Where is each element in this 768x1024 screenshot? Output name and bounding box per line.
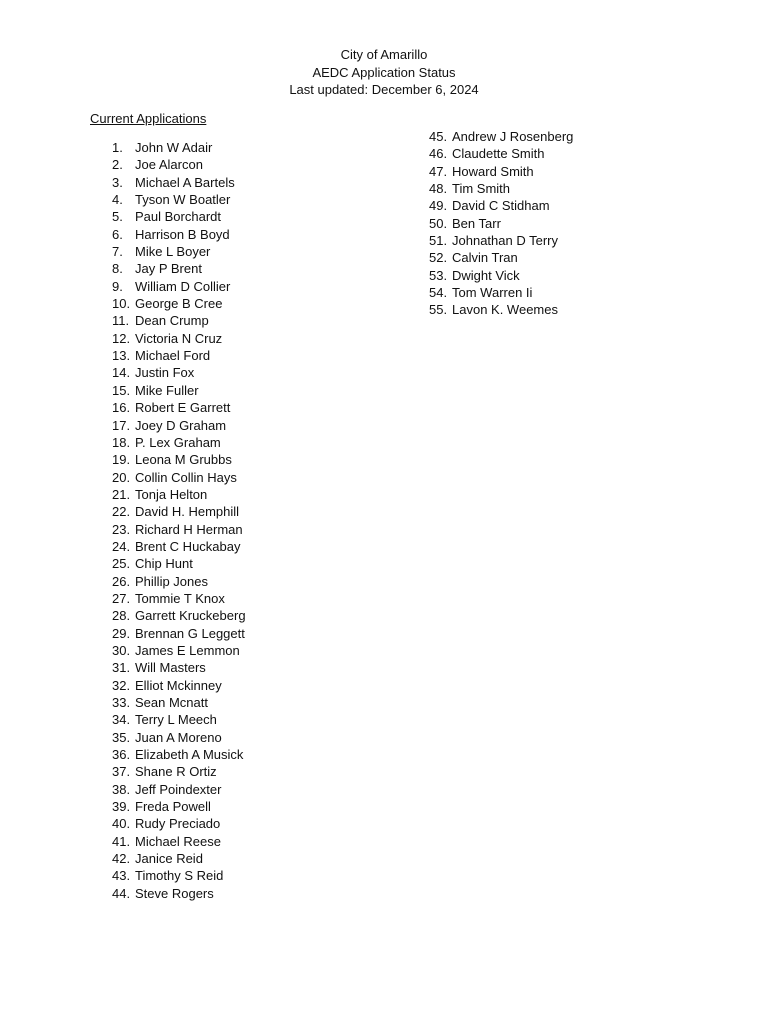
list-item-number: 5. (112, 209, 123, 225)
applicant-name: Collin Collin Hays (135, 469, 237, 485)
list-item (112, 694, 246, 711)
list-item-number: 8. (112, 261, 123, 277)
document-header (0, 46, 768, 99)
applicant-name: Tommie T Knox (135, 590, 225, 606)
list-item-number: 6. (112, 226, 123, 242)
applicant-name: Victoria N Cruz (135, 330, 223, 346)
list-item-number: 20. (112, 469, 131, 485)
applicant-name: Chip Hunt (135, 556, 193, 572)
applicant-name: Terry L Meech (135, 712, 217, 728)
applicant-name: Dwight Vick (452, 267, 520, 283)
list-item (429, 180, 573, 197)
list-item-number: 43. (112, 868, 131, 884)
list-item (112, 659, 246, 676)
list-item (112, 208, 246, 225)
list-item-number: 14. (112, 365, 131, 381)
list-item (112, 295, 246, 312)
applicant-name: Ben Tarr (452, 215, 501, 231)
list-item (112, 798, 246, 815)
applicant-name: David H. Hemphill (135, 504, 240, 520)
applicant-name: Freda Powell (135, 799, 211, 815)
list-item (112, 781, 246, 798)
last-updated: Last updated: December 6, 2024 (289, 82, 479, 97)
list-item (112, 729, 246, 746)
list-item-number: 23. (112, 521, 131, 537)
list-item (112, 451, 246, 468)
list-item-number: 17. (112, 417, 131, 433)
applicant-name: Harrison B Boyd (135, 226, 230, 242)
applicant-name: Michael Reese (135, 833, 221, 849)
list-item-number: 11. (112, 313, 130, 329)
list-item (112, 382, 246, 399)
applicant-name: John W Adair (135, 140, 213, 155)
list-item-number: 50. (429, 215, 448, 231)
list-item-number: 7. (112, 244, 123, 260)
city-title: City of Amarillo (340, 47, 428, 62)
applicant-name: Timothy S Reid (135, 868, 224, 884)
list-item-number: 9. (112, 278, 123, 294)
list-item-number: 25. (112, 556, 131, 572)
list-item (429, 145, 573, 162)
applicant-name: Leona M Grubbs (135, 452, 232, 468)
applicant-name: James E Lemmon (135, 642, 240, 658)
applicant-name: Joey D Graham (135, 417, 227, 433)
status-title: AEDC Application Status (312, 64, 456, 80)
list-item (112, 625, 246, 642)
list-item-number: 53. (429, 267, 448, 283)
applicant-name: Brent C Huckabay (135, 538, 241, 554)
list-item (112, 555, 246, 572)
list-item-number: 54. (429, 285, 448, 301)
list-item-number: 46. (429, 146, 448, 162)
list-item (112, 156, 246, 173)
applicant-name: Tim Smith (452, 181, 511, 197)
applicant-name: Mike Fuller (135, 382, 199, 398)
list-item-number: 12. (112, 330, 131, 346)
list-item (112, 885, 246, 902)
list-item-number: 30. (112, 642, 131, 658)
list-item-number: 4. (112, 192, 123, 208)
list-item-number: 35. (112, 729, 131, 745)
list-item-number: 38. (112, 781, 131, 797)
list-item (112, 191, 246, 208)
applicant-name: Tyson W Boatler (135, 192, 231, 208)
applicant-name: Joe Alarcon (135, 157, 203, 173)
list-item (112, 521, 246, 538)
list-item-number: 18. (112, 434, 131, 450)
list-item-number: 55. (429, 302, 448, 318)
list-item (429, 215, 573, 232)
applicant-name: Garrett Kruckeberg (135, 608, 246, 624)
applicant-name: Brennan G Leggett (135, 625, 245, 641)
list-item-number: 29. (112, 625, 131, 641)
list-item-number: 27. (112, 590, 131, 606)
applicant-name: David C Stidham (452, 198, 550, 214)
list-item (112, 850, 246, 867)
applicant-name: William D Collier (135, 278, 231, 294)
list-item-number: 36. (112, 747, 131, 763)
applicant-name: Michael Ford (135, 348, 211, 364)
applicant-name: George B Cree (135, 296, 223, 312)
list-item (112, 347, 246, 364)
applicant-list-right (429, 128, 573, 319)
list-item (429, 232, 573, 249)
section-title: Current Applications (90, 111, 207, 126)
applicant-name: Mike L Boyer (135, 244, 211, 260)
list-item-number: 42. (112, 851, 131, 867)
applicant-name: Juan A Moreno (135, 729, 222, 745)
list-item-number: 24. (112, 538, 131, 554)
list-item (112, 260, 246, 277)
list-item (112, 573, 246, 590)
list-item-number: 3. (112, 174, 123, 190)
list-item-number: 49. (429, 198, 448, 214)
list-item-number: 48. (429, 181, 448, 197)
list-item-number: 15. (112, 382, 131, 398)
list-item (429, 197, 573, 214)
list-item (112, 833, 246, 850)
list-item (112, 364, 246, 381)
applicant-name: Dean Crump (135, 313, 209, 329)
applicant-name: Howard Smith (452, 163, 534, 179)
list-item-number: 22. (112, 504, 131, 520)
list-item (112, 763, 246, 780)
list-item (112, 399, 246, 416)
list-item (112, 677, 246, 694)
list-item (112, 867, 246, 884)
applicant-name: Richard H Herman (135, 521, 243, 537)
applicant-name: Phillip Jones (135, 573, 208, 589)
list-item-number: 13. (112, 348, 131, 364)
list-item-number: 51. (429, 233, 448, 249)
list-item-number: 16. (112, 400, 131, 416)
applicant-name: Rudy Preciado (135, 816, 221, 832)
list-item-number: 31. (112, 660, 131, 676)
list-item (112, 642, 246, 659)
list-item (429, 267, 573, 284)
list-item-number: 26. (112, 573, 131, 589)
applicant-name: Steve Rogers (135, 885, 214, 901)
applicant-name: Johnathan D Terry (452, 233, 558, 249)
list-item (112, 226, 246, 243)
list-item (112, 469, 246, 486)
list-item-number: 32. (112, 677, 131, 693)
applicant-name: P. Lex Graham (135, 434, 221, 450)
applicant-name: Will Masters (135, 660, 206, 676)
applicant-name: Elizabeth A Musick (135, 747, 244, 763)
list-item (112, 590, 246, 607)
list-item-number: 28. (112, 608, 131, 624)
applicant-name: Shane R Ortiz (135, 764, 217, 780)
list-item (112, 607, 246, 624)
applicant-name: Lavon K. Weemes (452, 302, 558, 318)
list-item (429, 284, 573, 301)
applicant-name: Tonja Helton (135, 486, 208, 502)
list-item (112, 486, 246, 503)
applicant-name: Michael A Bartels (135, 174, 235, 190)
list-item (112, 815, 246, 832)
applicant-name: Claudette Smith (452, 146, 545, 162)
applicant-name: Robert E Garrett (135, 400, 231, 416)
applicant-name: Elliot Mckinney (135, 677, 222, 693)
list-item-number: 44. (112, 885, 131, 901)
list-item (112, 434, 246, 451)
list-item (112, 746, 246, 763)
list-item-number: 41. (112, 833, 131, 849)
list-item (112, 417, 246, 434)
list-item-number: 33. (112, 695, 131, 710)
applicant-name: Justin Fox (135, 365, 195, 381)
list-item (112, 538, 246, 555)
applicant-name: Sean Mcnatt (135, 695, 208, 710)
list-item (112, 278, 246, 295)
list-item-number: 39. (112, 799, 131, 815)
applicant-name: Janice Reid (135, 851, 203, 867)
list-item-number: 40. (112, 816, 131, 832)
list-item-number: 21. (112, 486, 131, 502)
list-item (112, 174, 246, 191)
applicant-list-left (112, 139, 246, 902)
list-item (112, 312, 246, 329)
list-item (112, 139, 246, 156)
applicant-name: Andrew J Rosenberg (452, 129, 574, 144)
list-item-number: 52. (429, 250, 448, 266)
applicant-name: Paul Borchardt (135, 209, 221, 225)
list-item (429, 249, 573, 266)
list-item-number: 45. (429, 129, 448, 144)
list-item-number: 37. (112, 764, 131, 780)
list-item (429, 301, 573, 318)
list-item-number: 19. (112, 452, 131, 468)
applicant-name: Tom Warren Ii (452, 285, 533, 301)
list-item-number: 47. (429, 163, 448, 179)
list-item (112, 503, 246, 520)
list-item (429, 128, 573, 145)
list-item-number: 1. (112, 140, 123, 155)
applicant-name: Jeff Poindexter (135, 781, 222, 797)
list-item (429, 163, 573, 180)
list-item (112, 243, 246, 260)
list-item (112, 711, 246, 728)
applicant-name: Jay P Brent (135, 261, 202, 277)
list-item-number: 2. (112, 157, 123, 173)
list-item-number: 10. (112, 296, 131, 312)
list-item (112, 330, 246, 347)
list-item-number: 34. (112, 712, 131, 728)
applicant-name: Calvin Tran (452, 250, 518, 266)
